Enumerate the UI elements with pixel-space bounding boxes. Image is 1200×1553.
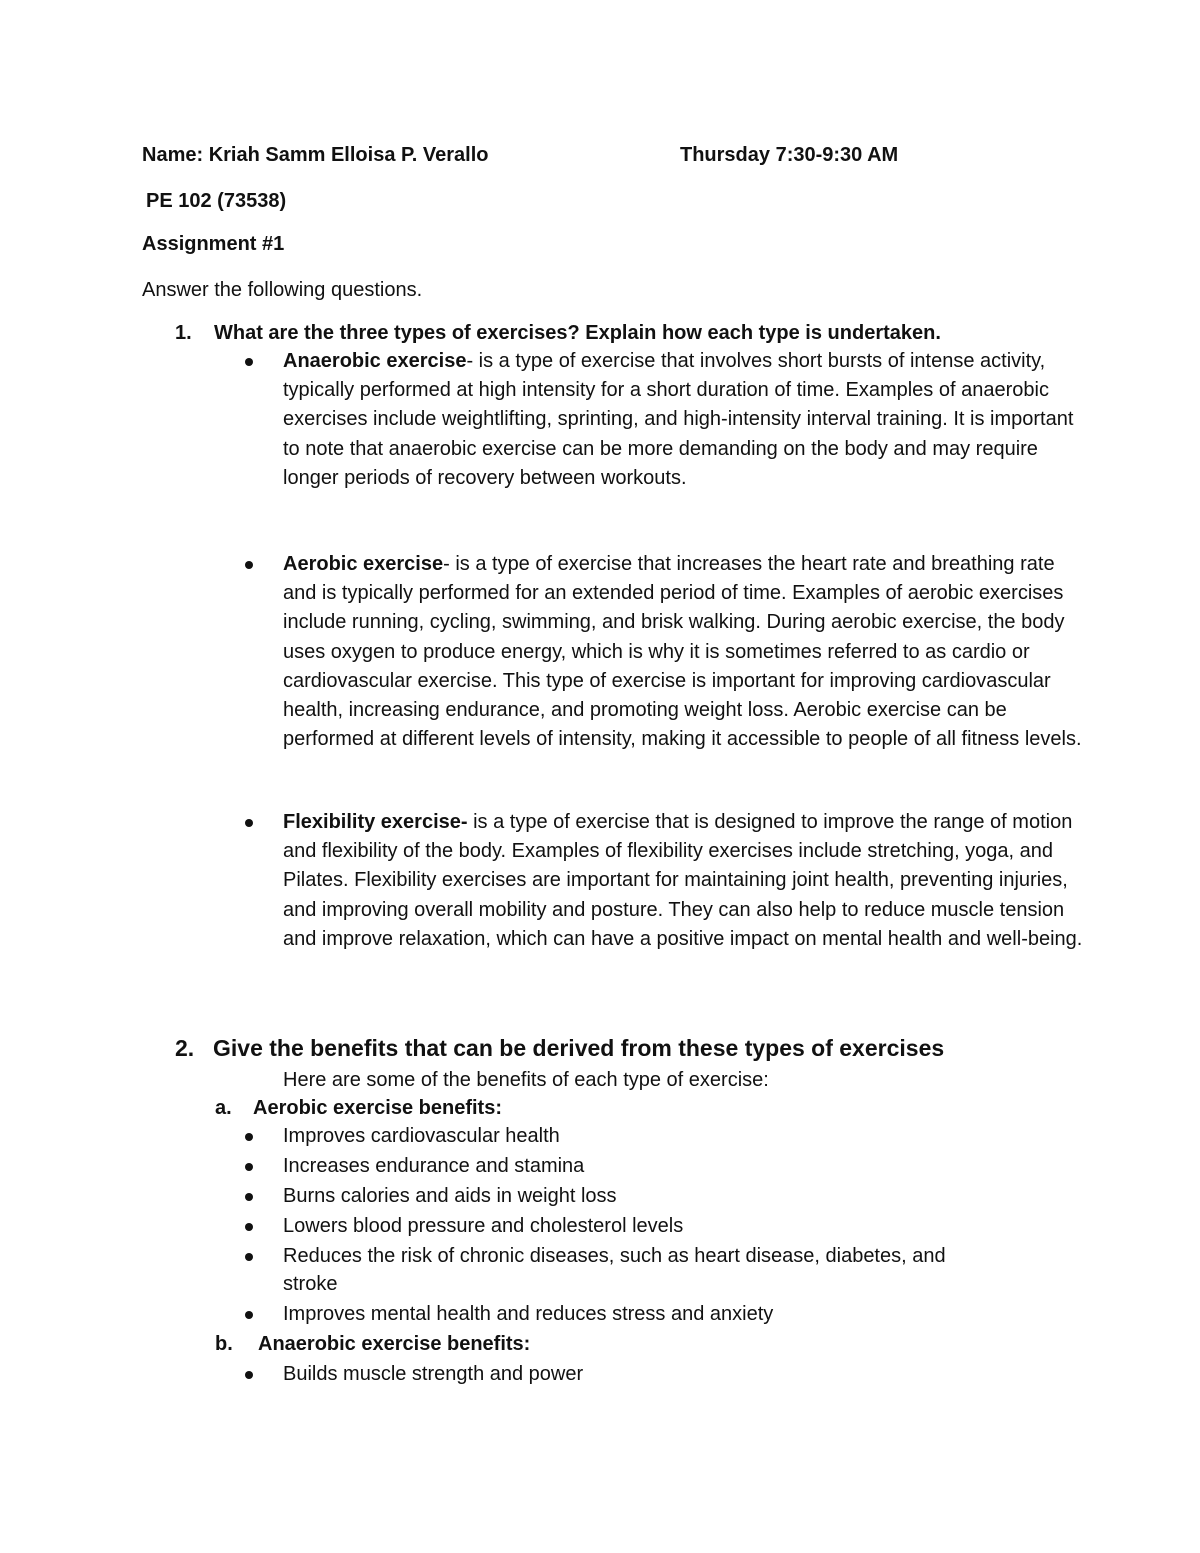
flexibility-description: is a type of exercise that is designed to improve the range of motion and flexibility of the body. Examples of flexibility exercises include stretching, yoga, and Pilates. Flexibility exercises are important for maintaining joint health, preventing injuries, and improving overall mobility and posture. They can also help to reduce muscle tension and improve relaxation, which can have a positive impact on mental health and well-being.: [283, 811, 1083, 950]
bullet-icon: [245, 1133, 253, 1141]
bullet-icon: [245, 819, 253, 827]
list-item: Lowers blood pressure and cholesterol levels: [283, 1215, 684, 1237]
bullet-icon: [245, 1371, 253, 1379]
list-item: Builds muscle strength and power: [283, 1363, 584, 1385]
list-item: Improves cardiovascular health: [283, 1125, 560, 1147]
class-schedule: Thursday 7:30-9:30 AM: [680, 144, 899, 166]
name-label: Name:: [142, 144, 204, 166]
aerobic-paragraph: [283, 550, 1083, 754]
bullet-icon: [245, 1163, 253, 1171]
bullet-icon: [245, 1311, 253, 1319]
assignment-title: Assignment #1: [142, 233, 285, 255]
section-a-title: Aerobic exercise benefits:: [253, 1097, 502, 1119]
aerobic-description: - is a type of exercise that increases the heart rate and breathing rate and is typically performed for an extended period of time. Examples of aerobic exercises include running, cycling, swimming, and brisk walking. During aerobic exercise, the body uses oxygen to produce energy, which is why it is sometimes referred to as cardio or cardiovascular exercise. This type of exercise is important for improving cardiovascular health, increasing endurance, and promoting weight loss. Aerobic exercise can be performed at different levels of intensity, making it accessible to people of all fitness levels.: [283, 553, 1082, 751]
flexibility-term: Flexibility exercise-: [283, 811, 468, 833]
student-name: [142, 141, 488, 170]
flexibility-paragraph: [283, 808, 1083, 954]
bullet-icon: [245, 1253, 253, 1261]
aerobic-term: Aerobic exercise: [283, 553, 444, 575]
list-item: Reduces the risk of chronic diseases, such as heart disease, diabetes, and: [283, 1245, 946, 1267]
section-b-title: Anaerobic exercise benefits:: [258, 1333, 531, 1355]
bullet-icon: [245, 358, 253, 366]
section-a-label: a.: [215, 1097, 232, 1119]
name-value: Kriah Samm Elloisa P. Verallo: [208, 144, 489, 166]
anaerobic-paragraph: [283, 347, 1083, 493]
list-item-continuation: stroke: [283, 1273, 338, 1295]
section-b-label: b.: [215, 1333, 233, 1355]
q2-intro: Here are some of the benefits of each type of exercise:: [283, 1069, 769, 1091]
anaerobic-term: Anaerobic exercise: [283, 350, 467, 372]
instructions: Answer the following questions.: [142, 279, 423, 301]
bullet-icon: [245, 1193, 253, 1201]
bullet-icon: [245, 561, 253, 569]
list-item: Burns calories and aids in weight loss: [283, 1185, 617, 1207]
list-item: Improves mental health and reduces stress and anxiety: [283, 1303, 774, 1325]
q2-number: 2.: [175, 1035, 195, 1061]
bullet-icon: [245, 1223, 253, 1231]
list-item: Increases endurance and stamina: [283, 1155, 585, 1177]
course-code: PE 102 (73538): [146, 190, 287, 212]
q1-number: 1.: [175, 322, 192, 344]
q1-text: What are the three types of exercises? Explain how each type is undertaken.: [214, 322, 941, 344]
q2-text: Give the benefits that can be derived from these types of exercises: [213, 1035, 945, 1061]
anaerobic-description: - is a type of exercise that involves short bursts of intense activity, typically performed at high intensity for a short duration of time. Examples of anaerobic exercises include weightlifting, sprinting, and high-intensity interval training. It is important to note that anaerobic exercise can be more demanding on the body and may require longer periods of recovery between workouts.: [283, 350, 1074, 489]
